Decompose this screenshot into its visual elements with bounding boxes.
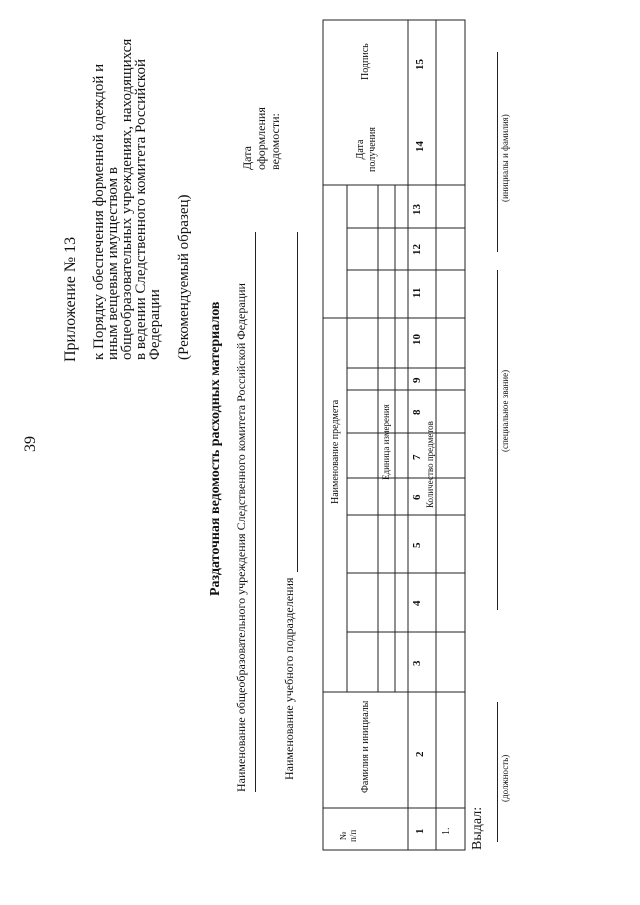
col-number-6: 6 — [411, 494, 423, 500]
col-number-3: 3 — [411, 660, 423, 666]
group-qty-header: Количество предметов — [425, 421, 435, 508]
group-unit-header: Единица измерения — [381, 404, 391, 480]
col-number-2: 2 — [414, 751, 426, 757]
col-number-13: 13 — [411, 204, 423, 215]
page-number: 39 — [22, 436, 39, 452]
department-label: Наименование учебного подразделения — [282, 577, 296, 780]
appendix-line-3: общеобразовательных учреждениях, находящихся — [119, 38, 135, 360]
col-number-4: 4 — [411, 600, 423, 606]
col-number-8: 8 — [411, 409, 423, 415]
sample-note: (Рекомендуемый образец) — [176, 194, 192, 360]
appendix-line-1: к Порядку обеспечения форменной одеждой и — [91, 63, 107, 360]
institution-label: Наименование общеобразовательного учреждения Следственного комитета Российской Федерации — [234, 283, 248, 792]
col-no-header: № п/п — [338, 829, 358, 842]
col-number-15: 15 — [414, 59, 426, 70]
col-number-10: 10 — [411, 334, 423, 345]
appendix-title: Приложение № 13 — [62, 236, 79, 362]
issued-label: Выдал: — [470, 806, 485, 850]
col-number-11: 11 — [411, 287, 423, 298]
col-number-7: 7 — [411, 454, 423, 460]
col-number-5: 5 — [411, 542, 423, 548]
position-caption: (должность) — [500, 754, 510, 802]
appendix-line-4: в ведении Следственного комитета Российской — [133, 59, 149, 360]
col-sign-header: Подпись — [360, 43, 371, 80]
document-title: Раздаточная ведомость расходных материалов — [208, 301, 223, 596]
col-number-1: 1 — [414, 828, 426, 834]
date-label-2: оформления — [254, 107, 268, 170]
appendix-line-5: Федерации — [147, 289, 163, 360]
date-label-1: Дата — [240, 146, 254, 170]
appendix-line-2: иным вещевым имуществом в — [105, 167, 121, 360]
name-caption: (инициалы и фамилия) — [500, 114, 510, 202]
table-row-1-no: 1. — [441, 827, 452, 835]
date-label-3: ведомости: — [268, 113, 282, 170]
rank-line — [497, 270, 498, 610]
col-date-header: Дата получения — [355, 127, 378, 172]
col-number-12: 12 — [411, 244, 423, 255]
group-item-header: Наименование предмета — [330, 399, 341, 504]
col-number-9: 9 — [411, 377, 423, 383]
name-line — [497, 52, 498, 252]
rank-caption: (специальное звание) — [500, 369, 510, 452]
col-name-header: Фамилия и инициалы — [360, 700, 371, 793]
col-number-14: 14 — [414, 141, 426, 152]
position-line — [497, 702, 498, 842]
